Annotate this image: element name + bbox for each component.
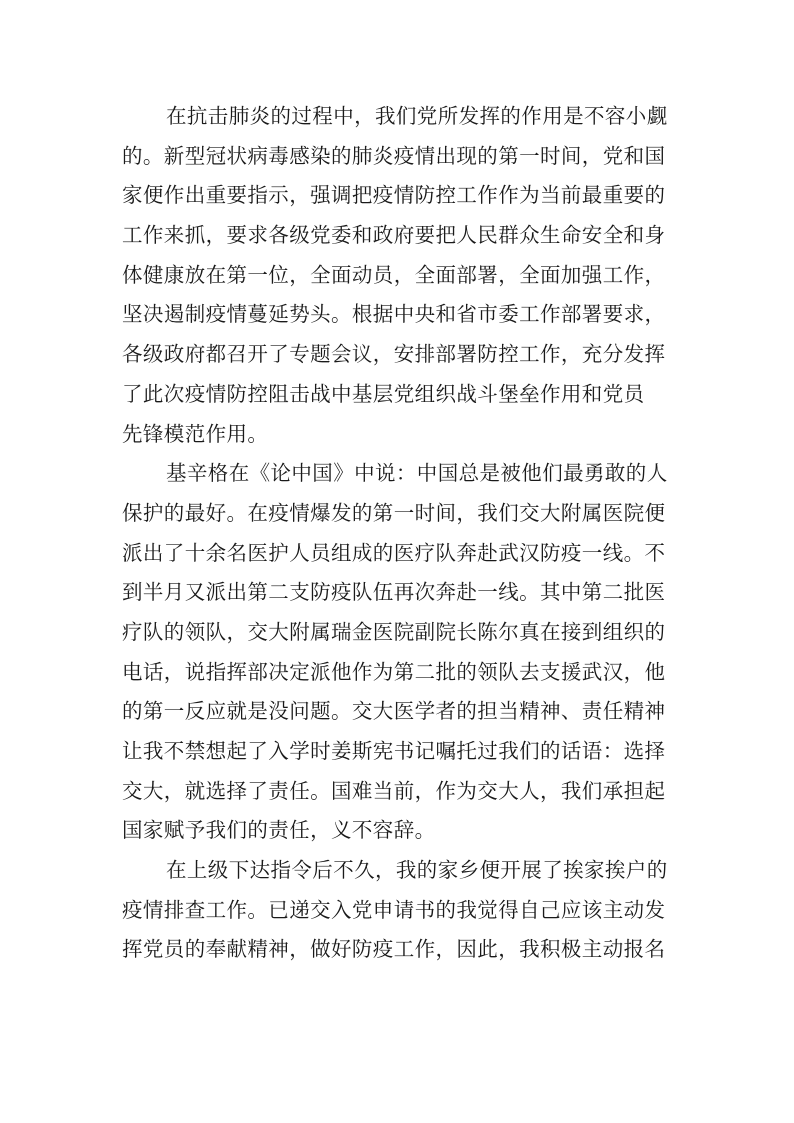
paragraph-line: 家便作出重要指示，强调把疫情防控工作作为当前最重要的 [122,183,666,208]
paragraph-line: 工作来抓，要求各级党委和政府要把人民群众生命安全和身 [122,223,666,248]
paragraph-line: 坚决遏制疫情蔓延势头。根据中央和省市委工作部署要求， [122,302,666,327]
paragraph-line: 了此次疫情防控阻击战中基层党组织战斗堡垒作用和党员 [122,381,645,406]
paragraph-line: 国家赋予我们的责任，义不容辞。 [122,818,436,843]
paragraph-line: 基辛格在《论中国》中说：中国总是被他们最勇敢的人 [166,461,668,486]
paragraph-line: 保护的最好。在疫情爆发的第一时间，我们交大附属医院便 [122,500,666,525]
paragraph-1 [122,97,676,454]
paragraph-line: 的。新型冠状病毒感染的肺炎疫情出现的第一时间，党和国 [122,143,666,168]
paragraph-line: 疗队的领队，交大附属瑞金医院副院长陈尔真在接到组织的 [122,619,666,644]
paragraph-3 [122,851,676,970]
paragraph-line: 各级政府都召开了专题会议，安排部署防控工作，充分发挥 [122,342,666,367]
paragraph-line: 在抗击肺炎的过程中，我们党所发挥的作用是不容小觑 [166,104,668,128]
paragraph-line: 电话，说指挥部决定派他作为第二批的领队去支援武汉，他 [122,659,666,684]
paragraph-line: 疫情排查工作。已递交入党申请书的我觉得自己应该主动发 [122,897,666,922]
paragraph-line: 交大，就选择了责任。国难当前，作为交大人，我们承担起 [122,778,666,803]
paragraph-line: 在上级下达指令后不久，我的家乡便开展了挨家挨户的 [166,858,668,883]
paragraph-line: 体健康放在第一位，全面动员，全面部署，全面加强工作， [122,262,666,287]
paragraph-line: 先锋模范作用。 [122,421,269,446]
paragraph-line: 让我不禁想起了入学时姜斯宪书记嘱托过我们的话语：选择 [122,739,666,763]
paragraph-2 [122,454,676,851]
paragraph-line: 到半月又派出第二支防疫队伍再次奔赴一线。其中第二批医 [122,580,666,605]
paragraph-line: 的第一反应就是没问题。交大医学者的担当精神、责任精神 [122,699,666,724]
paragraph-line: 挥党员的奉献精神，做好防疫工作，因此，我积极主动报名 [122,937,666,962]
document-body [122,97,676,970]
paragraph-line: 派出了十余名医护人员组成的医疗队奔赴武汉防疫一线。不 [122,540,666,565]
